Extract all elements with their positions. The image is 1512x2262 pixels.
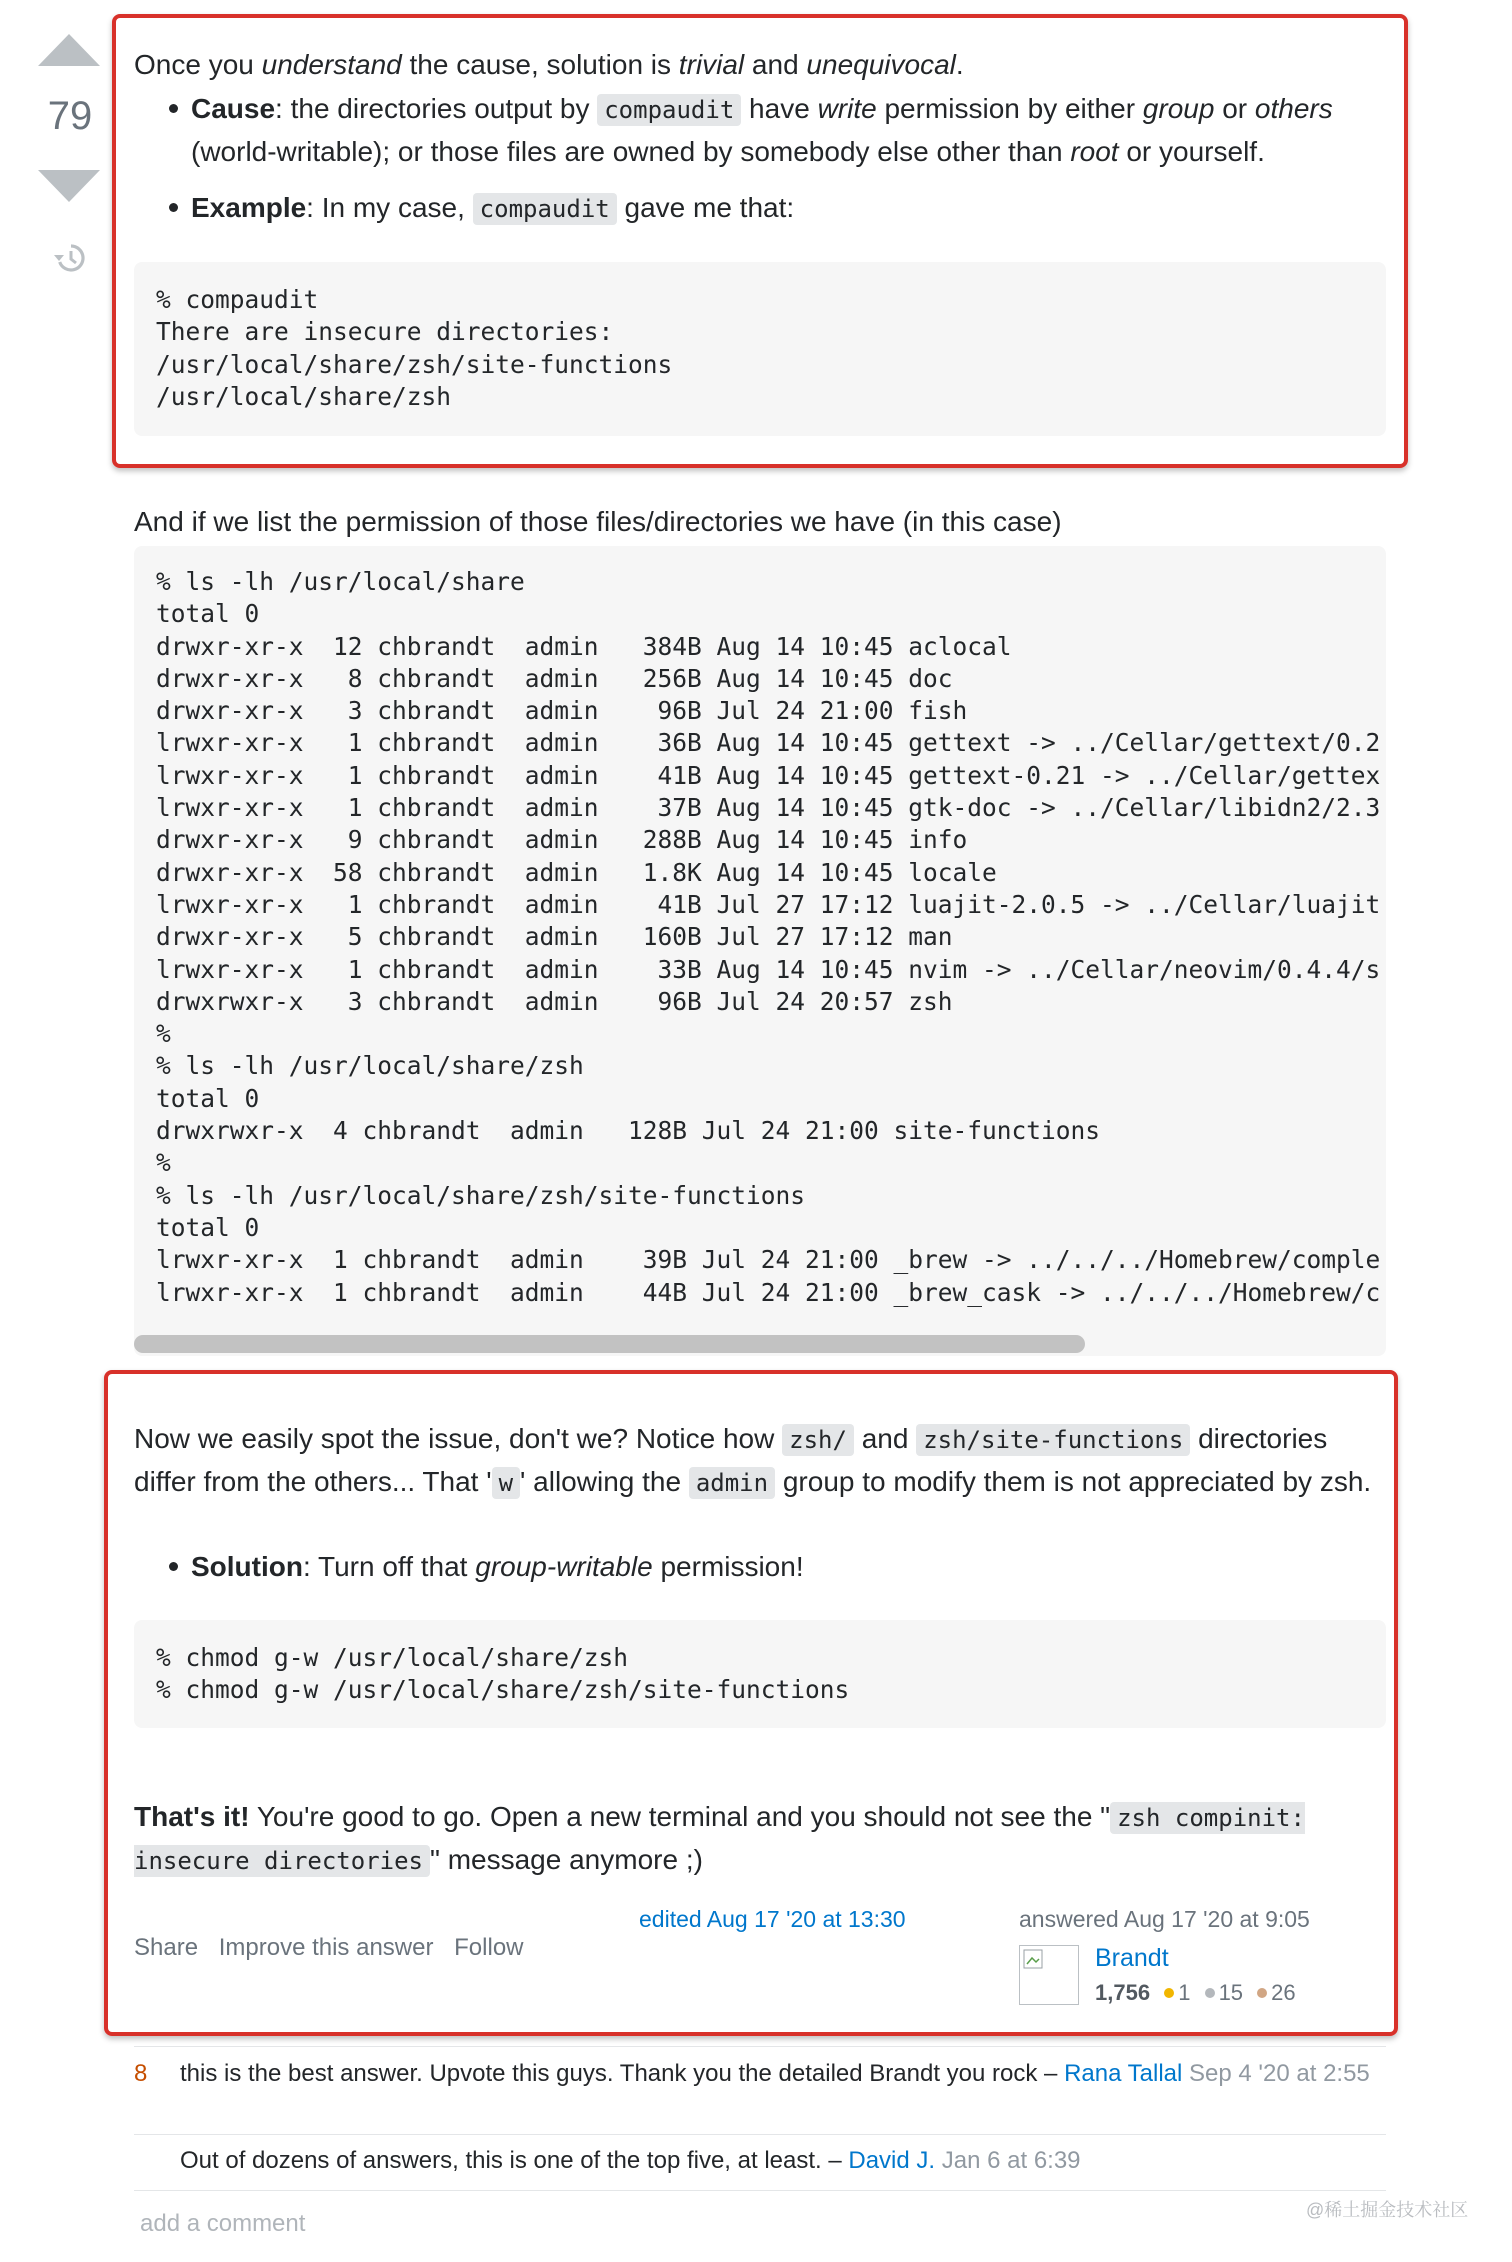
final-paragraph: That's it! You're good to go. Open a new terminal and you should not see the " zsh compinit: insecure directories " message anymore ;) bbox=[134, 1801, 1305, 1875]
bronze-badge-icon bbox=[1257, 1988, 1267, 1998]
silver-badge-count: 15 bbox=[1218, 1980, 1244, 2005]
comment-date: Jan 6 at 6:39 bbox=[941, 2147, 1081, 2174]
solution-bullet: Solution: Turn off that group-writable permission! bbox=[191, 1546, 1371, 1588]
code-block-compaudit: % compaudit There are insecure directories: /usr/local/share/zsh/site-functions /usr/local/share/zsh bbox=[134, 262, 1386, 436]
silver-badge-icon bbox=[1205, 1988, 1215, 1998]
comment-score: 8 bbox=[134, 2060, 148, 2087]
avatar[interactable] bbox=[1019, 1945, 1079, 2005]
gold-badge-count: 1 bbox=[1178, 1980, 1191, 2005]
inline-code: admin bbox=[689, 1467, 775, 1499]
reputation-score: 1,756 bbox=[1095, 1980, 1151, 2005]
improve-answer-link[interactable]: Improve this answer bbox=[218, 1934, 434, 1961]
intro-paragraph: Once you understand the cause, solution is trivial and unequivocal. bbox=[134, 49, 964, 80]
comment-date: Sep 4 '20 at 2:55 bbox=[1189, 2060, 1370, 2087]
code-scrollbar[interactable] bbox=[134, 1335, 1085, 1353]
gold-badge-icon bbox=[1164, 1988, 1174, 1998]
comment-user-link[interactable]: Rana Tallal bbox=[1064, 2060, 1183, 2087]
broken-image-icon bbox=[1023, 1949, 1045, 1971]
history-icon[interactable] bbox=[51, 240, 87, 276]
user-name-link[interactable]: Brandt bbox=[1095, 1944, 1169, 1972]
inline-code: compaudit bbox=[597, 94, 741, 126]
comment-body: Out of dozens of answers, this is one of the top five, at least. – David J. Jan 6 at 6:39 bbox=[180, 2147, 1081, 2174]
comment-divider bbox=[134, 2190, 1386, 2191]
bronze-badge-count: 26 bbox=[1271, 1980, 1296, 2005]
list-paragraph: And if we list the permission of those files/directories we have (in this case) bbox=[134, 506, 1062, 537]
watermark: @稀土掘金技术社区 bbox=[1306, 2200, 1469, 2220]
post-menu bbox=[134, 1934, 538, 1962]
cause-bullet: Cause: the directories output by compaudit have write permission by either group or others (world-writable); or those files are owned by somebody else other than root or yourself. bbox=[191, 88, 1371, 173]
downvote-button[interactable] bbox=[38, 170, 100, 202]
spot-paragraph: Now we easily spot the issue, don't we? Notice how zsh/ and zsh/site-functions directories differ from the others... That ' w ' allowing the admin group to modify them is not appreciated by zsh. bbox=[134, 1423, 1372, 1497]
code-block-chmod: % chmod g-w /usr/local/share/zsh % chmod g-w /usr/local/share/zsh/site-functions bbox=[134, 1620, 1386, 1728]
inline-code: zsh compinit: insecure directories bbox=[134, 1804, 1305, 1875]
follow-link[interactable]: Follow bbox=[454, 1934, 524, 1961]
code-block-ls: % ls -lh /usr/local/share total 0 drwxr-xr-x 12 chbrandt admin 384B Aug 14 10:45 aclocal drwxr-xr-x 8 chbrandt admin 256B Aug 14 10:45 doc drwxr-xr-x 3 chbrandt admin 96B Jul 24 21:00 fish lrwxr-xr-x 1 chbrandt admin 36B Aug 14 10:45 gettext -> ../Cellar/gettext/0.2 lrwxr-xr-x 1 chbrandt admin 41B Aug 14 10:45 gettext-0.21 -> ../Cellar/gettex lrwxr-xr-x 1 chbrandt admin 37B Aug 14 10:45 gtk-doc -> ../Cellar/libidn2/2.3 drwxr-xr-x 9 chbrandt admin 288B Aug 14 10:45 info drwxr-xr-x 58 chbrandt admin 1.8K Aug 14 10:45 locale lrwxr-xr-x 1 chbrandt admin 41B Jul 27 17:12 luajit-2.0.5 -> ../Cellar/luajit drwxr-xr-x 5 chbrandt admin 160B Jul 27 17:12 man lrwxr-xr-x 1 chbrandt admin 33B Aug 14 10:45 nvim -> ../Cellar/neovim/0.4.4/s drwxrwxr-x 3 chbrandt admin 96B Jul 24 20:57 zsh % % ls -lh /usr/local/share/zsh total 0 drwxrwxr-x 4 chbrandt admin 128B Jul 24 21:00 site-functions % % ls -lh /usr/local/share/zsh/site-functions total 0 lrwxr-xr-x 1 chbrandt admin 39B Jul 24 21:00 _brew -> ../../../Homebrew/comple lrwxr-xr-x 1 chbrandt admin 44B Jul 24 21:00 _brew_cask -> ../../../Homebrew/c bbox=[134, 546, 1386, 1356]
inline-code: zsh/ bbox=[782, 1424, 854, 1456]
comment-user-link[interactable]: David J. bbox=[848, 2147, 936, 2174]
edited-link[interactable]: edited Aug 17 '20 at 13:30 bbox=[639, 1906, 906, 1932]
add-comment-link[interactable]: add a comment bbox=[140, 2210, 306, 2237]
answered-timestamp: answered Aug 17 '20 at 9:05 bbox=[1019, 1906, 1310, 1932]
upvote-button[interactable] bbox=[38, 34, 100, 66]
comment-body: this is the best answer. Upvote this guys. Thank you the detailed Brandt you rock – Rana Tallal Sep 4 '20 at 2:55 bbox=[180, 2060, 1370, 2087]
inline-code: w bbox=[492, 1467, 520, 1499]
user-reputation-row bbox=[1095, 1980, 1296, 2006]
comment-divider bbox=[134, 2046, 1386, 2047]
example-bullet: Example: In my case, compaudit gave me that: bbox=[191, 187, 1371, 230]
comment-divider bbox=[134, 2134, 1386, 2135]
inline-code: compaudit bbox=[473, 193, 617, 225]
inline-code: zsh/site-functions bbox=[916, 1424, 1190, 1456]
vote-count: 79 bbox=[47, 94, 93, 138]
share-link[interactable]: Share bbox=[134, 1934, 199, 1961]
